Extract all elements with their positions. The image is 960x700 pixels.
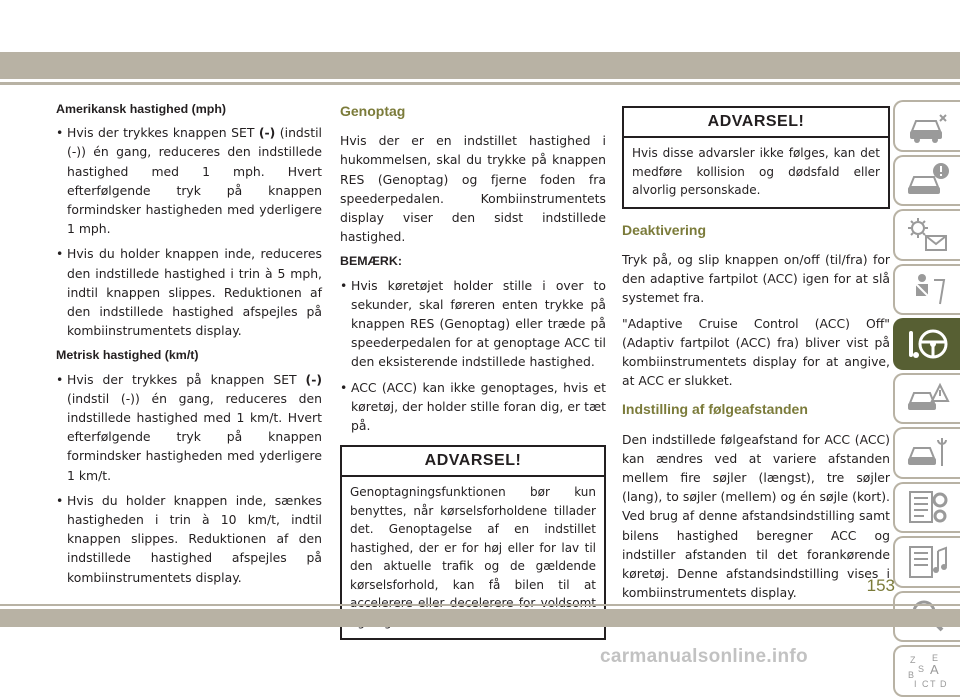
middle-column	[340, 96, 606, 650]
warning-text: Genoptagningsfunktionen bør kun benyttes, når kørselsforholdene tillader det. Genoptagelse af en indstillet hastighed, der er for høj eller for lav til den aktuelle trafik og de gældende kørselsforhold, kan få bilen til at	[350, 485, 596, 592]
list-item: • Hvis du holder knappen inde, sænkes hastigheden i trin à 10 km/t, indtil knappen slippes. Reduktionen af den indstillede hastighed afspejles på kombiinstrumentets display.	[56, 491, 322, 587]
section-title-deactivate: Deaktivering	[622, 221, 707, 238]
watermark: carmanualsonline.info	[600, 646, 808, 667]
car-emergency-icon	[906, 379, 950, 417]
warning-text: Hvis disse advarsler ikke følges, kan det medføre kollision og dødsfald eller alvorlig personskade.	[632, 146, 880, 198]
multimedia-icon	[906, 543, 950, 581]
index-letter: D	[939, 678, 946, 689]
tab-car-dashboard[interactable]	[893, 100, 960, 152]
tab-car-service[interactable]	[893, 427, 960, 479]
kmh-list	[56, 370, 322, 587]
section-title-distance: Indstilling af følgeafstanden	[622, 401, 808, 418]
left-column	[56, 96, 322, 593]
heading-kmh: Metrisk hastighed (km/t)	[56, 348, 199, 363]
mph-list	[56, 123, 322, 340]
top-divider-line	[0, 82, 960, 85]
index-letter: B	[907, 669, 914, 680]
note-label: BEMÆRK:	[340, 254, 402, 269]
steering-wheel-icon	[906, 325, 950, 363]
distance-paragraph: Den indstillede følgeafstand for ACC (ACC) kan ændres ved at variere afstanden mellem fire søjler (længst), tre søjler (lang), to søjler (mellem) og én søjle (kort). Ved brug af denne afstandsindstilling samt bilens hastighed beregner ACC og indstiller afstanden til det forankørende køretøj. Denne afstandsindstilling vises i kombiinstrumentets display.	[622, 431, 890, 601]
warning-title: ADVARSEL!	[342, 447, 604, 477]
page-number: 153	[866, 576, 895, 595]
specifications-gear-icon	[906, 488, 950, 526]
index-letter: I	[913, 678, 917, 689]
tab-multimedia[interactable]	[893, 536, 960, 588]
bottom-divider-line	[0, 604, 960, 606]
tab-seatbelt-airbag[interactable]	[893, 264, 960, 316]
warning-lights-icon	[906, 216, 950, 254]
seatbelt-airbag-icon	[906, 270, 950, 308]
car-dashboard-icon	[906, 107, 950, 145]
list-item: • Hvis du holder knappen inde, reduceres den indstillede hastighed i trin à 5 mph, indtil knappen slippes. Reduktionen af den indstillede hastighed afspejles på kombiinstrumentets display.	[56, 244, 322, 340]
deactivate-paragraph: "Adaptive Cruise Control (ACC) Off" (Adaptiv fartpilot (ACC) fra) bliver vist på kombiinstrumentets display for at angive, at ACC er slukket.	[622, 315, 890, 389]
list-item: • Hvis der trykkes på knappen SET (-) (indstil (-)) én gang, reduceres den indstillede hastighed med 1 km/t. Hvert efterfølgende tryk på knappen formindsker hastigheden med yderligere 1 km/t.	[56, 370, 322, 485]
list-item: • ACC (ACC) kan ikke genoptages, hvis et køretøj, der holder stille foran dig, er tæt på.	[340, 378, 606, 436]
index-letter: E	[931, 652, 938, 663]
warning-box	[622, 106, 890, 209]
tab-car-info[interactable]	[893, 155, 960, 207]
section-title-resume: Genoptag	[340, 103, 406, 119]
index-letter: S	[917, 663, 924, 674]
index-letter: A	[929, 661, 939, 677]
car-info-icon	[906, 161, 950, 199]
bottom-decorative-band	[0, 609, 960, 627]
top-decorative-band	[0, 52, 960, 79]
list-item: • Hvis køretøjet holder stille i over to sekunder, skal føreren enten trykke på knappen RES (Genoptag) eller træde på speederpedalen for at genoptage ACC til den eksisterende indstillede hastighed.	[340, 276, 606, 372]
tab-specifications[interactable]	[893, 482, 960, 534]
index-letter: T	[929, 678, 935, 689]
list-item: • Hvis der trykkes knappen SET (-) (indstil (-)) én gang, reduceres den indstillede hastighed med 1 mph. Hvert efterfølgende tryk på knappen formindsker hastigheden med yderligere 1 mph.	[56, 123, 322, 238]
deactivate-paragraph: Tryk på, og slip knappen on/off (til/fra) for den adaptive fartpilot (ACC) igen for at slå systemet fra.	[622, 251, 890, 306]
tab-warning-lights[interactable]	[893, 209, 960, 261]
tab-car-emergency[interactable]	[893, 373, 960, 425]
right-column	[622, 96, 890, 608]
note-list	[340, 276, 606, 436]
warning-title: ADVARSEL!	[624, 108, 888, 138]
car-service-icon	[906, 434, 950, 472]
tab-steering-wheel[interactable]	[893, 318, 960, 370]
resume-paragraph: Hvis der er en indstillet hastighed i hukommelsen, skal du trykke på knappen RES (Genoptag) og fjerne foden fra speederpedalen. Kombiinstrumentets display viser den sidst indstillede hastighed.	[340, 133, 606, 245]
heading-mph: Amerikansk hastighed (mph)	[56, 102, 227, 116]
index-letter: Z	[909, 654, 915, 665]
index-letter: C	[921, 678, 928, 689]
